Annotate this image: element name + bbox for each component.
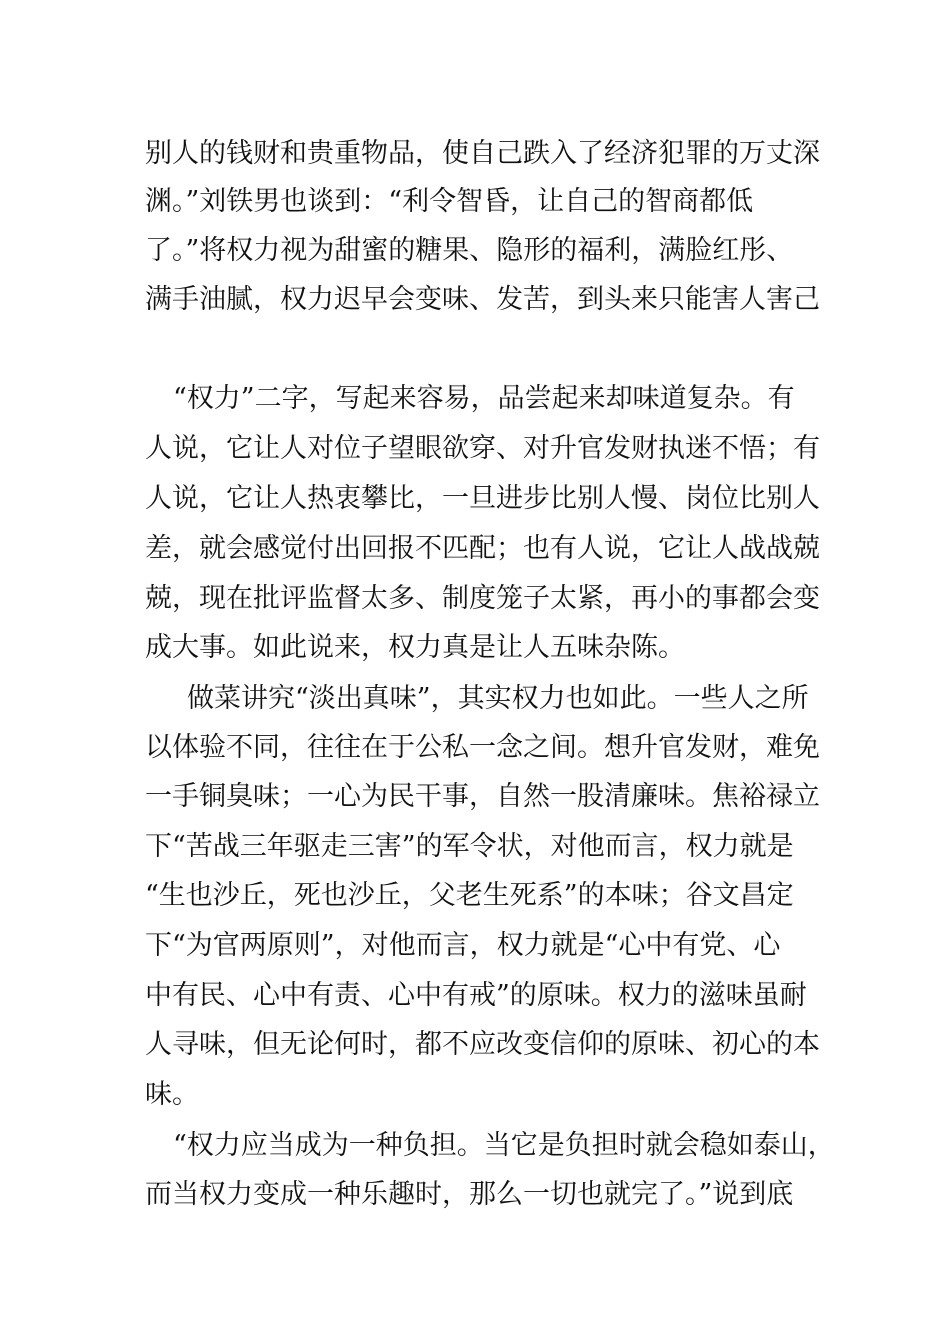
text-line: “生也沙丘，死也沙丘，父老生死系”的本味；谷文昌定 [145, 880, 794, 911]
text-line: 人说，它让人热衷攀比，一旦进步比别人慢、岗位比别人 [145, 483, 820, 514]
text-line: 下“苦战三年驱走三害”的军令状，对他而言，权力就是 [145, 831, 794, 862]
text-line: “权力应当成为一种负担。当它是负担时就会稳如泰山， [173, 1130, 835, 1161]
text-line: 一手铜臭味；一心为民干事，自然一股清廉味。焦裕禄立 [145, 781, 820, 812]
text-line: 差，就会感觉付出回报不匹配；也有人说，它让人战战兢 [145, 533, 820, 564]
text-line: 人说，它让人对位子望眼欲穿、对升官发财执迷不悟；有 [145, 433, 820, 464]
text-line: 味。 [145, 1079, 199, 1110]
text-line: 人寻味，但无论何时，都不应改变信仰的原味、初心的本 [145, 1029, 820, 1060]
text-line: 做菜讲究“淡出真味”，其实权力也如此。一些人之所 [187, 683, 809, 714]
text-line: 别人的钱财和贵重物品，使自己跌入了经济犯罪的万丈深 [145, 138, 820, 169]
text-line: 了。”将权力视为甜蜜的糖果、隐形的福利，满脸红彤、 [145, 235, 794, 266]
text-line: 兢，现在批评监督太多、制度笼子太紧，再小的事都会变 [145, 583, 820, 614]
text-line: 中有民、心中有责、心中有戒”的原味。权力的滋味虽耐 [145, 980, 807, 1011]
text-line: 成大事。如此说来，权力真是让人五味杂陈。 [145, 632, 685, 663]
text-line: “权力”二字，写起来容易，品尝起来却味道复杂。有 [173, 383, 795, 414]
text-line: 以体验不同，往往在于公私一念之间。想升官发财，难免 [145, 732, 820, 763]
text-line: 而当权力变成一种乐趣时，那么一切也就完了。”说到底 [145, 1179, 794, 1210]
text-line: 满手油腻，权力迟早会变味、发苦，到头来只能害人害己 [145, 284, 820, 315]
text-line: 下“为官两原则”，对他而言，权力就是“心中有党、心 [145, 930, 781, 961]
text-line: 渊。”刘铁男也谈到：“利令智昏，让自己的智商都低 [145, 186, 754, 217]
